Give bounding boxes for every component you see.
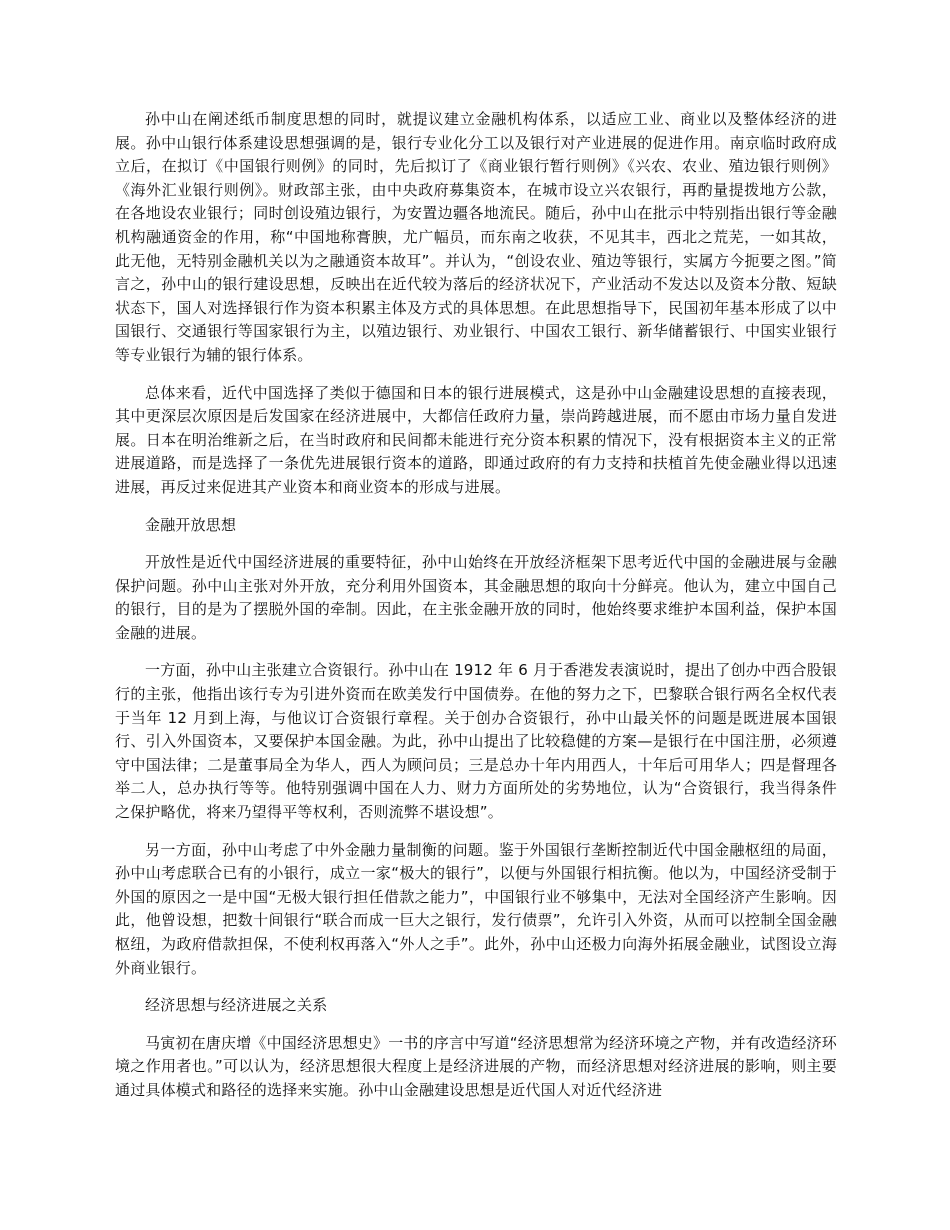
paragraph-ma-yinchu: 马寅初在唐庆增《中国经济思想史》一书的序言中写道“经济思想常为经济环境之产物，并有改造经济环境之作用者也。”可以认为，经济思想很大程度上是经济进展的产物，而经济思想对经济进展的影响，则主要通过具体模式和路径的选择来实施。孙中山金融建设思想是近代国人对近代经济进 (115, 1033, 837, 1099)
paragraph-openness: 开放性是近代中国经济进展的重要特征，孙中山始终在开放经济框架下思考近代中国的金融进展与金融保护问题。孙中山主张对外开放，充分利用外国资本，其金融思想的取向十分鲜亮。他认为，建立中国自己的银行，目的是为了摆脱外国的牵制。因此，在主张金融开放的同时，他始终要求维护本国利益，保护本国金融的进展。 (115, 553, 837, 642)
paragraph-joint-venture-bank: 一方面，孙中山主张建立合资银行。孙中山在 1912 年 6 月于香港发表演说时，提出了创办中西合股银行的主张，他指出该行专为引进外资而在欧美发行中国债券。在他的努力之下，巴黎联合银行两名全权代表于当年 12 月到上海，与他议订合资银行章程。关于创办合资银行，孙中山最关怀的问题是既进展本国银行、引入外国资本，又要保护本国金融。为此，孙中山提出了比较稳健的方案—是银行在中国注册，必须遵守中国法律；二是董事局全为华人，西人为顾问员；三是总办十年内用西人，十年后可用华人；四是督理各举二人，总办执行等等。他特别强调中国在人力、财力方面所处的劣势地位，认为“合资银行，我当得条件之保护略优，将来乃望得平等权利，否则流弊不堪设想”。 (115, 661, 837, 822)
paragraph-balance-of-power: 另一方面，孙中山考虑了中外金融力量制衡的问题。鉴于外国银行垄断控制近代中国金融枢纽的局面，孙中山考虑联合已有的小银行，成立一家“极大的银行”，以便与外国银行相抗衡。他以为，中国经济受制于外国的原因之一是中国“无极大银行担任借款之能力”，中国银行业不够集中，无法对全国经济产生影响。因此，他曾设想，把数十间银行“联合而成一巨大之银行，发行债票”，允许引入外资，从而可以控制全国金融枢纽，为政府借款担保，不使利权再落入“外人之手”。此外，孙中山还极力向海外拓展金融业，试图设立海外商业银行。 (115, 840, 837, 977)
paragraph-banking-system: 孙中山在阐述纸币制度思想的同时，就提议建立金融机构体系，以适应工业、商业以及整体经济的进展。孙中山银行体系建设思想强调的是，银行专业化分工以及银行对产业进展的促进作用。南京临时政府成立后，在拟订《中国银行则例》的同时，先后拟订了《商业银行暂行则例》《兴农、农业、殖边银行则例》《海外汇业银行则例》。财政部主张，由中央政府募集资本，在城市设立兴农银行，再酌量提拨地方公款，在各地设农业银行；同时创设殖边银行，为安置边疆各地流民。随后，孙中山在批示中特别指出银行等金融机构融通资金的作用，称“中国地称膏腴，尤广幅员，而东南之收获，不见其丰，西北之荒芜，一如其故，此无他，无特别金融机关以为之融通资本故耳”。并认为，“创设农业、殖边等银行，实属方今扼要之图。”简言之，孙中山的银行建设思想，反映出在近代较为落后的经济状况下，产业活动不发达以及资本分散、短缺状态下，国人对选择银行作为资本积累主体及方式的具体思想。在此思想指导下，民国初年基本形成了以中国银行、交通银行等国家银行为主，以殖边银行、劝业银行、中国农工银行、新华储蓄银行、中国实业银行等专业银行为辅的银行体系。 (115, 110, 837, 364)
section-heading-financial-openness: 金融开放思想 (145, 515, 237, 534)
paragraph-development-model: 总体来看，近代中国选择了类似于德国和日本的银行进展模式，这是孙中山金融建设思想的直接表现，其中更深层次原因是后发国家在经济进展中，大都信任政府力量，崇尚跨越进展，而不愿由市场力量自发进展。日本在明治维新之后，在当时政府和民间都未能进行充分资本积累的情况下，没有根据资本主义的正常进展道路，而是选择了一条优先进展银行资本的道路，即通过政府的有力支持和扶植首先使金融业得以迅速进展，再反过来促进其产业资本和商业资本的形成与进展。 (115, 383, 837, 496)
section-heading-thought-and-development: 经济思想与经济进展之关系 (145, 996, 328, 1015)
document-body (115, 108, 837, 1117)
